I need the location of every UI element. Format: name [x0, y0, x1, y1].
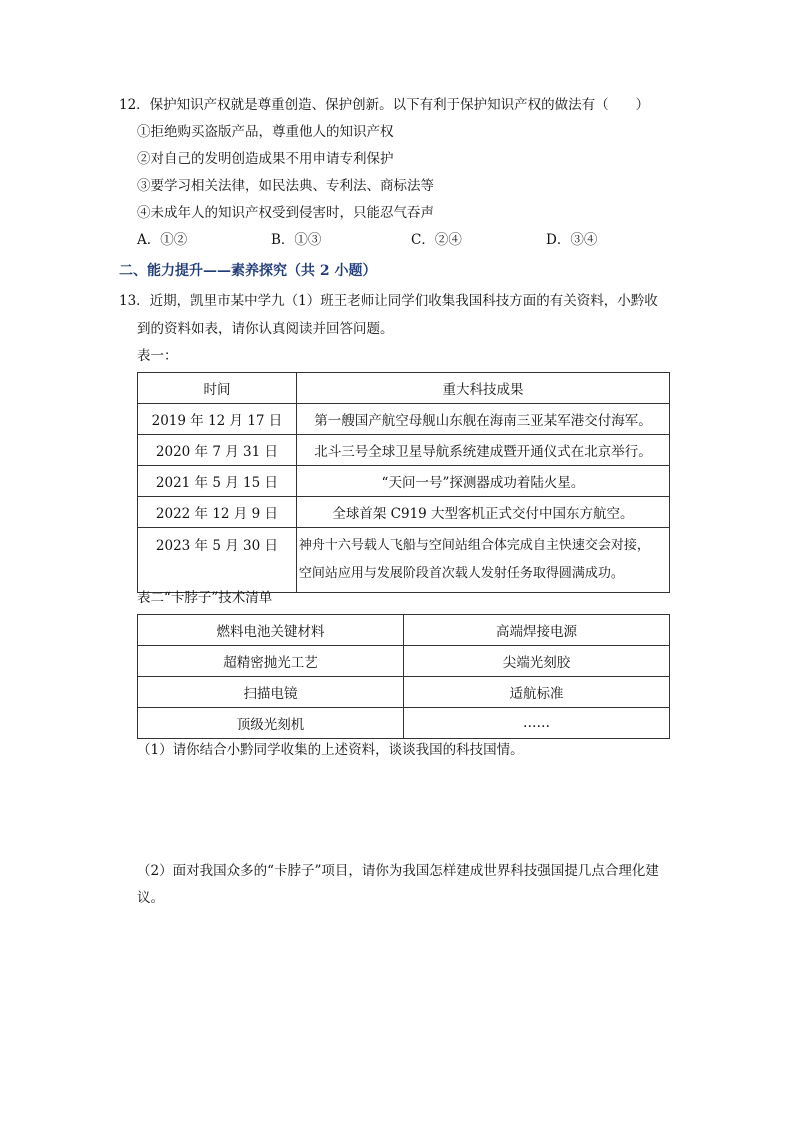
table-row — [138, 646, 670, 677]
table2-label: 表二“卡脖子”技术清单 — [137, 590, 273, 606]
table-cell: 高端焊接电源 — [403, 615, 669, 646]
table-cell-achievement: 北斗三号全球卫星导航系统建成暨开通仪式在北京举行。 — [296, 435, 669, 466]
section-heading: 二、能力提升——素养探究（共 2 小题） — [119, 263, 377, 279]
table-cell-achievement — [296, 528, 669, 593]
table-row — [138, 497, 670, 528]
q13-sub-question-2-line1: （2）面对我国众多的“卡脖子”项目，请你为我国怎样建成世界科技强国提几点合理化建 — [137, 863, 659, 879]
table-cell-achievement: “天问一号”探测器成功着陆火星。 — [296, 466, 669, 497]
table-header-achievement: 重大科技成果 — [296, 373, 669, 404]
table-row — [138, 435, 670, 466]
table1-label: 表一： — [137, 348, 178, 364]
table-cell: …… — [403, 708, 669, 739]
table-cell: 燃料电池关键材料 — [138, 615, 404, 646]
table-row — [138, 404, 670, 435]
bottleneck-tech-table — [137, 614, 670, 739]
table-header-time: 时间 — [138, 373, 297, 404]
q12-item-3: ③要学习相关法律，如民法典、专利法、商标法等 — [137, 178, 434, 194]
table-cell: 顶级光刻机 — [138, 708, 404, 739]
table-row — [138, 615, 670, 646]
q13-stem-line1: 13．近期，凯里市某中学九（1）班王老师让同学们收集我国科技方面的有关资料，小黔收 — [119, 293, 658, 309]
q12-option-c: C．②④ — [411, 232, 462, 248]
q12-item-4: ④未成年人的知识产权受到侵害时，只能忍气吞声 — [137, 205, 434, 221]
table-cell-date: 2021 年 5 月 15 日 — [138, 466, 297, 497]
table-row — [138, 466, 670, 497]
achievement-line-1: 神舟十六号载人飞船与空间站组合体完成自主快速交会对接， — [298, 538, 650, 553]
table-row — [138, 677, 670, 708]
q12-item-1: ①拒绝购买盗版产品，尊重他人的知识产权 — [137, 124, 394, 140]
table-cell-date: 2023 年 5 月 30 日 — [138, 528, 297, 593]
table-cell-achievement: 第一艘国产航空母舰山东舰在海南三亚某军港交付海军。 — [296, 404, 669, 435]
table-cell-date: 2019 年 12 月 17 日 — [138, 404, 297, 435]
achievements-table — [137, 372, 670, 593]
table-row — [138, 708, 670, 739]
q12-item-2: ②对自己的发明创造成果不用申请专利保护 — [137, 151, 394, 167]
q13-sub-question-1: （1）请你结合小黔同学收集的上述资料，谈谈我国的科技国情。 — [137, 742, 524, 758]
q12-option-a: A．①② — [137, 232, 188, 248]
table-cell-date: 2022 年 12 月 9 日 — [138, 497, 297, 528]
table-cell: 扫描电镜 — [138, 677, 404, 708]
table-header-row — [138, 373, 670, 404]
table-cell-achievement: 全球首架 C919 大型客机正式交付中国东方航空。 — [296, 497, 669, 528]
table-cell: 适航标准 — [403, 677, 669, 708]
table-cell: 超精密抛光工艺 — [138, 646, 404, 677]
table-cell: 尖端光刻胶 — [403, 646, 669, 677]
achievement-line-2: 空间站应用与发展阶段首次载人发射任务取得圆满成功。 — [298, 566, 624, 581]
q13-sub-question-2-line2: 议。 — [137, 890, 164, 906]
table-cell-date: 2020 年 7 月 31 日 — [138, 435, 297, 466]
table-row — [138, 528, 670, 593]
q13-stem-line2: 到的资料如表，请你认真阅读并回答问题。 — [137, 321, 394, 337]
q12-stem: 12．保护知识产权就是尊重创造、保护创新。以下有利于保护知识产权的做法有（ ） — [119, 97, 650, 113]
q12-option-b: B．①③ — [271, 232, 322, 248]
q12-option-d: D．③④ — [546, 232, 598, 248]
